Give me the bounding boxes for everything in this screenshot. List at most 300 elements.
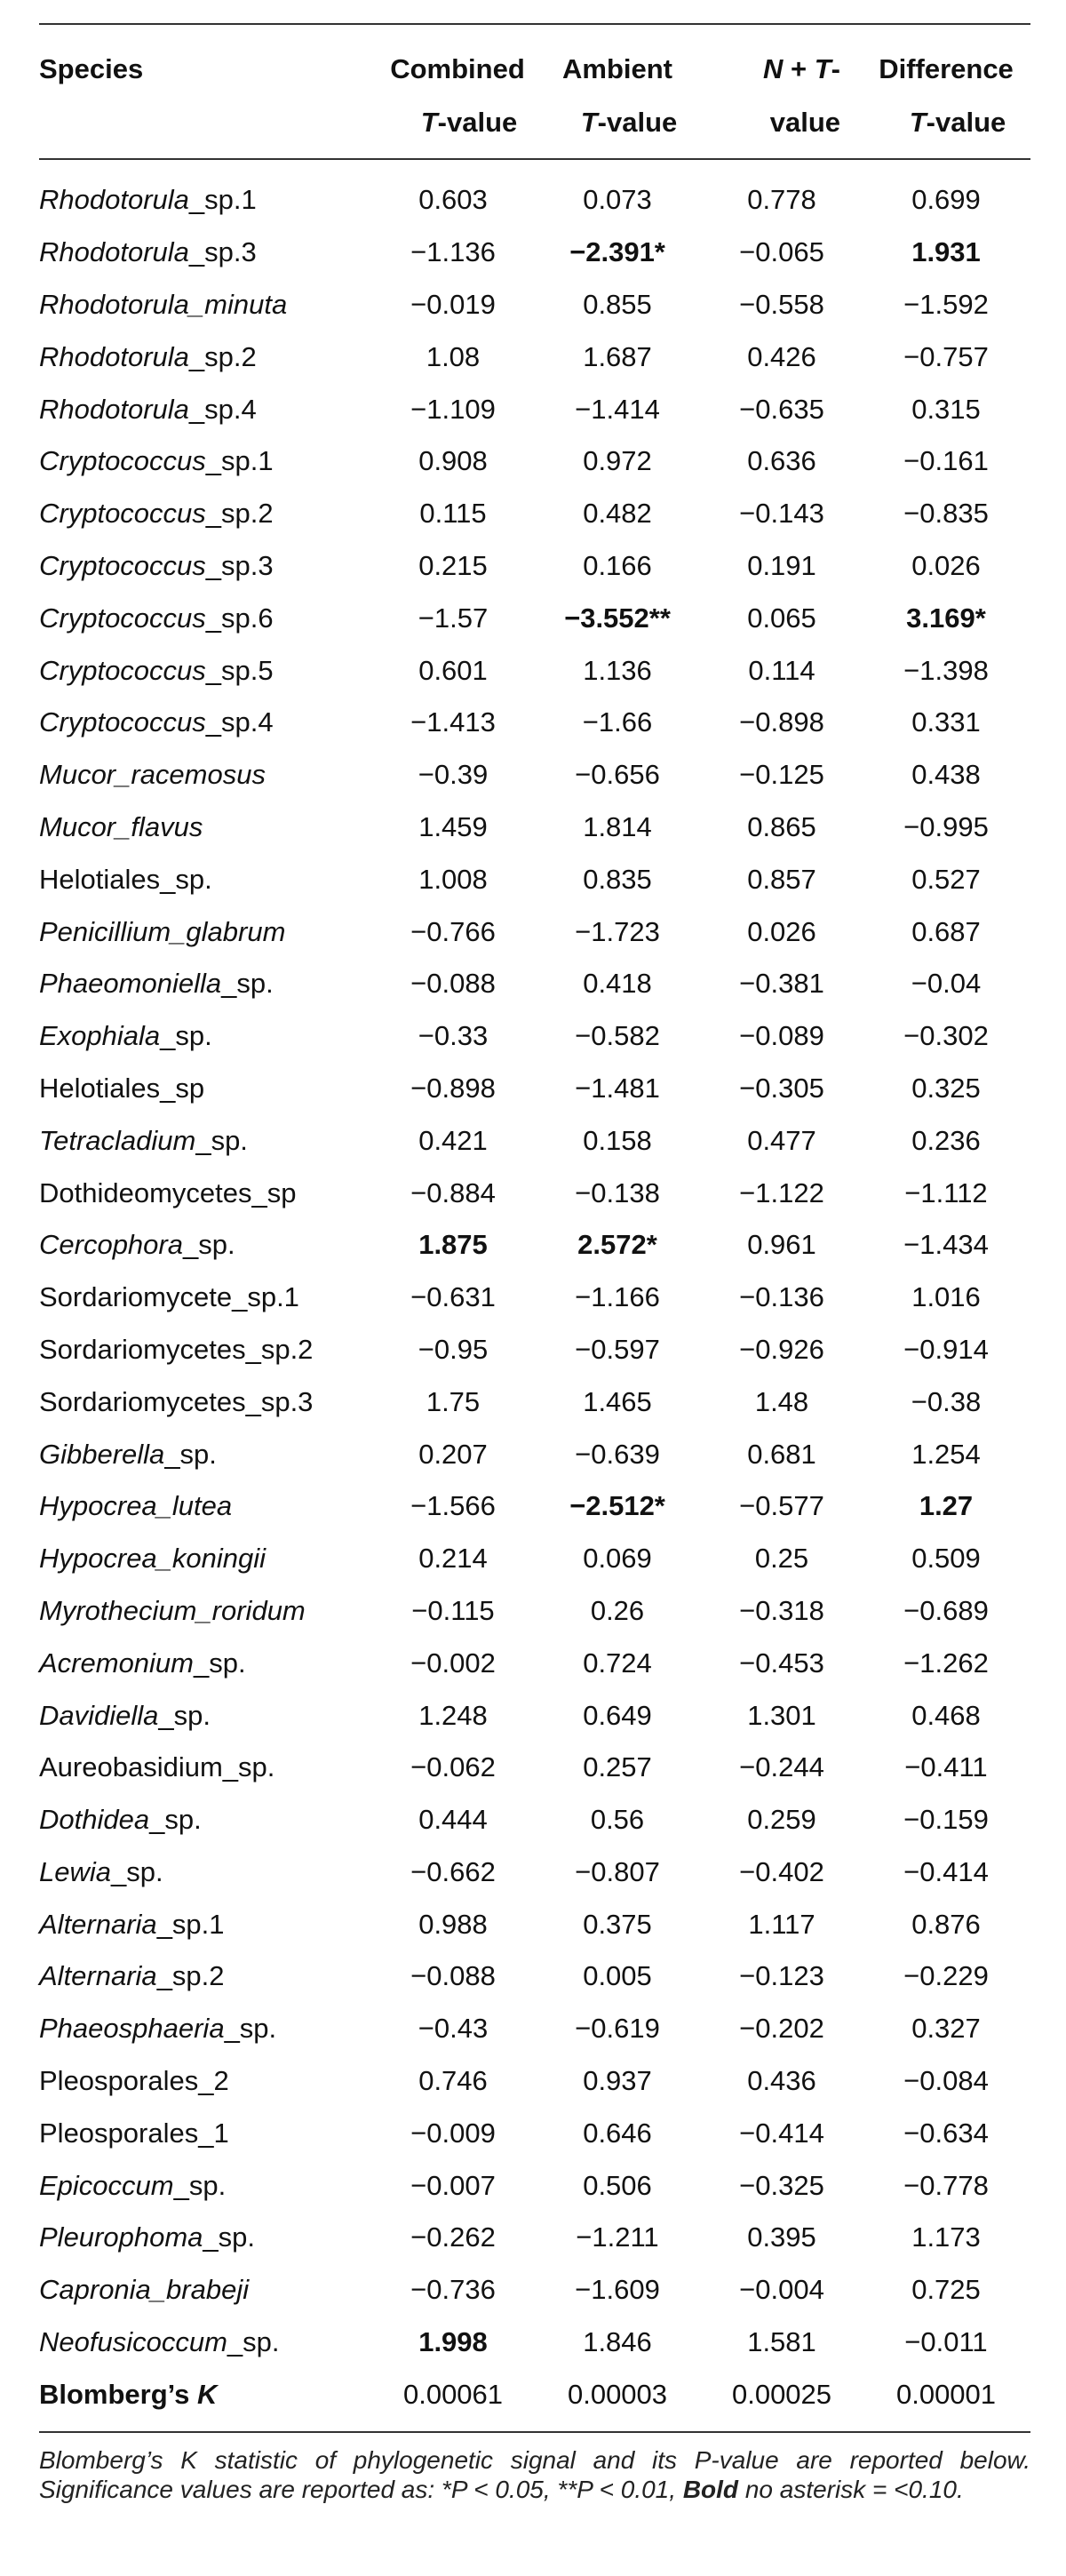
table-row bbox=[39, 279, 1030, 331]
footnote-line-2a: Significance values are reported as: *P < 0.05, **P < 0.01, bbox=[39, 2476, 683, 2504]
species-suffix: _sp.2 bbox=[156, 1960, 225, 1992]
difference-value: −1.112 bbox=[904, 1176, 988, 1208]
species-genus: Exophiala bbox=[39, 1020, 161, 1052]
species-cell bbox=[39, 1846, 373, 1899]
ambient-value: 1.814 bbox=[583, 810, 652, 842]
species-suffix: _sp. bbox=[221, 968, 274, 1000]
difference-value: 0.315 bbox=[911, 393, 981, 425]
species-suffix: _sp.4 bbox=[205, 706, 274, 738]
combined-value: 0.421 bbox=[418, 1124, 488, 1156]
combined-value: −0.088 bbox=[410, 1960, 496, 1992]
difference-value: 1.27 bbox=[919, 1490, 974, 1522]
combined-value: 0.444 bbox=[418, 1804, 488, 1836]
difference-value: −0.411 bbox=[904, 1751, 988, 1783]
species-cell bbox=[39, 279, 373, 331]
combined-value: 1.998 bbox=[418, 2326, 488, 2358]
species-genus: Rhodotorula_minuta bbox=[39, 288, 288, 320]
species-cell bbox=[39, 592, 373, 644]
nt-value: −0.065 bbox=[739, 236, 824, 268]
combined-value: 0.746 bbox=[418, 2065, 488, 2097]
combined-value: −1.566 bbox=[410, 1490, 496, 1522]
difference-value: 0.509 bbox=[911, 1543, 981, 1575]
nt-value: 1.117 bbox=[748, 1908, 815, 1940]
table-row bbox=[39, 1898, 1030, 1950]
combined-value: 0.214 bbox=[418, 1543, 488, 1575]
species-cell bbox=[39, 1324, 373, 1376]
ambient-value: 0.158 bbox=[583, 1124, 652, 1156]
species-cell bbox=[39, 1950, 373, 2003]
nt-value: 0.395 bbox=[747, 2221, 816, 2253]
species-cell bbox=[39, 2003, 373, 2055]
species-cell bbox=[39, 1010, 373, 1063]
species-genus: Cercophora bbox=[39, 1229, 183, 1261]
table-row bbox=[39, 592, 1030, 644]
nt-value: 1.581 bbox=[747, 2326, 816, 2358]
combined-value: 0.601 bbox=[418, 654, 488, 686]
species-cell bbox=[39, 1219, 373, 1272]
combined-value: −0.002 bbox=[410, 1647, 496, 1679]
difference-value: 1.173 bbox=[911, 2221, 981, 2253]
ambient-value: 0.649 bbox=[583, 1699, 652, 1731]
nt-value: −0.136 bbox=[739, 1281, 824, 1313]
combined-value: 0.207 bbox=[418, 1438, 488, 1470]
table-row bbox=[39, 2107, 1030, 2159]
species-cell bbox=[39, 1533, 373, 1585]
table-row bbox=[39, 540, 1030, 593]
table-row bbox=[39, 2264, 1030, 2317]
nt-value: −0.305 bbox=[739, 1072, 824, 1104]
difference-value: −0.161 bbox=[903, 445, 989, 477]
blomberg-label-text: Blomberg’s bbox=[39, 2378, 197, 2410]
species-cell bbox=[39, 1480, 373, 1533]
difference-value: 0.699 bbox=[911, 184, 981, 216]
difference-value: −0.011 bbox=[904, 2326, 988, 2358]
species-suffix: _sp.1 bbox=[205, 445, 274, 477]
species-genus: Mucor_flavus bbox=[39, 810, 203, 842]
ambient-value: −0.807 bbox=[575, 1855, 660, 1887]
table-row bbox=[39, 227, 1030, 279]
species-genus: Mucor_racemosus bbox=[39, 759, 266, 791]
ambient-value: 0.375 bbox=[583, 1908, 652, 1940]
nt-value: 0.259 bbox=[747, 1804, 816, 1836]
footnote-bold-word: Bold bbox=[682, 2476, 739, 2504]
header-species: Species bbox=[39, 53, 144, 84]
combined-value: 1.248 bbox=[418, 1699, 488, 1731]
species-suffix: _sp. bbox=[194, 1647, 246, 1679]
difference-value: 1.254 bbox=[911, 1438, 981, 1470]
difference-value: −0.38 bbox=[911, 1385, 982, 1417]
ambient-value: 1.465 bbox=[583, 1385, 652, 1417]
nt-value: −0.453 bbox=[739, 1647, 824, 1679]
table-row bbox=[39, 2003, 1030, 2055]
species-cell bbox=[39, 1428, 373, 1480]
species-suffix: _sp.2 bbox=[205, 498, 274, 530]
species-cell bbox=[39, 958, 373, 1010]
t-value-table bbox=[39, 25, 1030, 158]
nt-value: 0.436 bbox=[747, 2065, 816, 2097]
combined-value: 0.988 bbox=[418, 1908, 488, 1940]
table-row bbox=[39, 1324, 1030, 1376]
species-cell bbox=[39, 1742, 373, 1794]
ambient-value: 1.687 bbox=[583, 340, 652, 372]
ambient-value: 0.972 bbox=[583, 445, 652, 477]
table-row bbox=[39, 488, 1030, 540]
species-genus: Dothideomycetes_sp bbox=[39, 1176, 297, 1208]
nt-value: 1.48 bbox=[754, 1385, 809, 1417]
header-difference: Difference T-value bbox=[879, 53, 1014, 138]
species-cell bbox=[39, 1167, 373, 1219]
table-row bbox=[39, 1585, 1030, 1638]
ambient-value: 0.835 bbox=[583, 863, 652, 895]
combined-value: −0.766 bbox=[410, 915, 496, 947]
ambient-value: 0.069 bbox=[583, 1543, 652, 1575]
species-cell bbox=[39, 2212, 373, 2264]
table-row bbox=[39, 1063, 1030, 1115]
nt-value: 0.477 bbox=[747, 1124, 816, 1156]
table-row bbox=[39, 802, 1030, 854]
species-genus: Rhodotorula bbox=[39, 184, 189, 216]
nt-value: −0.926 bbox=[739, 1333, 824, 1365]
nt-value: 0.865 bbox=[747, 810, 816, 842]
ambient-value: −1.66 bbox=[582, 706, 653, 738]
combined-value: −0.39 bbox=[418, 759, 489, 791]
species-genus: Lewia bbox=[39, 1855, 111, 1887]
combined-value: 1.459 bbox=[418, 810, 488, 842]
table-row bbox=[39, 1742, 1030, 1794]
species-suffix: _sp. bbox=[111, 1855, 163, 1887]
ambient-value: −3.552** bbox=[564, 602, 671, 634]
ambient-value: 0.724 bbox=[583, 1647, 652, 1679]
ambient-value: −1.481 bbox=[575, 1072, 660, 1104]
blomberg-difference-value: 0.00001 bbox=[895, 2378, 997, 2410]
table-row bbox=[39, 1428, 1030, 1480]
combined-value: 0.115 bbox=[419, 498, 487, 530]
species-cell bbox=[39, 1272, 373, 1324]
species-suffix: _sp. bbox=[227, 2326, 280, 2358]
nt-value: −0.202 bbox=[739, 2013, 824, 2045]
table-row bbox=[39, 697, 1030, 749]
nt-value: −0.004 bbox=[739, 2274, 824, 2306]
species-genus: Pleosporales_1 bbox=[39, 2117, 229, 2149]
ambient-value: −0.619 bbox=[575, 2013, 660, 2045]
species-cell bbox=[39, 488, 373, 540]
table-row bbox=[39, 644, 1030, 697]
difference-value: 0.725 bbox=[911, 2274, 981, 2306]
difference-value: −1.592 bbox=[903, 288, 989, 320]
nt-value: −0.898 bbox=[739, 706, 824, 738]
nt-value: −0.089 bbox=[739, 1020, 824, 1052]
table-row bbox=[39, 2055, 1030, 2108]
species-suffix: _sp.5 bbox=[205, 654, 274, 686]
table-container bbox=[39, 23, 1030, 2504]
combined-value: −0.009 bbox=[410, 2117, 496, 2149]
species-genus: Helotiales_sp bbox=[39, 1072, 205, 1104]
nt-value: −0.635 bbox=[739, 393, 824, 425]
species-cell bbox=[39, 540, 373, 593]
blomberg-combined-value: 0.00061 bbox=[402, 2378, 504, 2410]
species-cell bbox=[39, 697, 373, 749]
ambient-value: 0.56 bbox=[590, 1804, 645, 1836]
species-suffix: _sp. bbox=[173, 2169, 227, 2201]
table-row bbox=[39, 958, 1030, 1010]
combined-value: 0.908 bbox=[418, 445, 488, 477]
nt-value: −1.122 bbox=[739, 1176, 824, 1208]
difference-value: 0.236 bbox=[911, 1124, 981, 1156]
table-row bbox=[39, 853, 1030, 905]
ambient-value: 0.005 bbox=[583, 1960, 652, 1992]
combined-value: −0.662 bbox=[410, 1855, 496, 1887]
table-row bbox=[39, 1637, 1030, 1689]
table-row bbox=[39, 1794, 1030, 1846]
species-genus: Hypocrea_koningii bbox=[39, 1543, 266, 1575]
species-suffix: _sp. bbox=[164, 1438, 217, 1470]
species-suffix: _sp. bbox=[158, 1699, 211, 1731]
nt-value: −0.577 bbox=[739, 1490, 824, 1522]
t-value-table-body bbox=[39, 174, 1030, 2420]
ambient-value: −2.512* bbox=[569, 1490, 665, 1522]
species-cell bbox=[39, 853, 373, 905]
nt-value: 0.191 bbox=[747, 549, 816, 581]
header-combined: Combined T-value bbox=[390, 53, 525, 138]
species-cell bbox=[39, 1898, 373, 1950]
species-genus: Phaeosphaeria bbox=[39, 2013, 225, 2045]
blomberg-k-label bbox=[39, 2368, 373, 2420]
species-suffix: _sp.3 bbox=[205, 549, 274, 581]
nt-value: 0.857 bbox=[747, 863, 816, 895]
blomberg-k-row bbox=[39, 2368, 1030, 2420]
species-suffix: _sp.6 bbox=[205, 602, 274, 634]
nt-value: −0.143 bbox=[739, 498, 824, 530]
combined-value: −1.109 bbox=[410, 393, 496, 425]
species-genus: Helotiales_sp. bbox=[39, 863, 212, 895]
nt-value: 1.301 bbox=[747, 1699, 816, 1731]
species-suffix: _sp. bbox=[224, 2013, 277, 2045]
combined-value: −0.43 bbox=[418, 2013, 489, 2045]
ambient-value: −1.166 bbox=[575, 1281, 660, 1313]
footnote-line-1: Blomberg’s K statistic of phylogenetic signal and its P-value are reported below. bbox=[39, 2446, 1030, 2475]
combined-value: 1.875 bbox=[418, 1229, 488, 1261]
ambient-value: 1.136 bbox=[583, 654, 652, 686]
nt-value: −0.318 bbox=[739, 1594, 824, 1626]
nt-value: 0.681 bbox=[747, 1438, 816, 1470]
species-genus: Myrothecium_roridum bbox=[39, 1594, 306, 1626]
species-suffix: _sp.1 bbox=[156, 1908, 225, 1940]
table-row bbox=[39, 905, 1030, 958]
species-genus: Pleosporales_2 bbox=[39, 2065, 229, 2097]
species-genus: Cryptococcus bbox=[39, 602, 206, 634]
species-cell bbox=[39, 1637, 373, 1689]
difference-value: −0.995 bbox=[903, 810, 989, 842]
nt-value: 0.065 bbox=[747, 602, 816, 634]
table-footnote bbox=[39, 2445, 1030, 2504]
table-row bbox=[39, 1480, 1030, 1533]
species-suffix: _sp. bbox=[160, 1020, 212, 1052]
table-row bbox=[39, 1689, 1030, 1742]
species-genus: Alternaria bbox=[39, 1960, 157, 1992]
species-cell bbox=[39, 2264, 373, 2317]
species-genus: Epicoccum bbox=[39, 2169, 174, 2201]
species-suffix: _sp.2 bbox=[188, 340, 257, 372]
combined-value: −1.57 bbox=[418, 602, 489, 634]
species-suffix: _sp. bbox=[149, 1804, 202, 1836]
table-row bbox=[39, 2317, 1030, 2369]
difference-value: −0.689 bbox=[903, 1594, 989, 1626]
species-genus: Aureobasidium_sp. bbox=[39, 1751, 275, 1783]
combined-value: −0.33 bbox=[418, 1020, 489, 1052]
species-genus: Sordariomycete_sp.1 bbox=[39, 1281, 299, 1313]
species-suffix: _sp.1 bbox=[188, 184, 257, 216]
blomberg-ambient-value: 0.00003 bbox=[567, 2378, 668, 2410]
species-genus: Alternaria bbox=[39, 1908, 157, 1940]
combined-value: −0.062 bbox=[410, 1751, 496, 1783]
combined-value: −1.136 bbox=[410, 236, 496, 268]
species-cell bbox=[39, 644, 373, 697]
species-cell bbox=[39, 383, 373, 435]
species-genus: Gibberella bbox=[39, 1438, 165, 1470]
combined-value: −0.007 bbox=[410, 2169, 496, 2201]
difference-value: 1.931 bbox=[911, 236, 981, 268]
difference-value: 0.325 bbox=[911, 1072, 981, 1104]
combined-value: −1.413 bbox=[410, 706, 496, 738]
difference-value: 0.327 bbox=[911, 2013, 981, 2045]
species-cell bbox=[39, 802, 373, 854]
ambient-value: −1.609 bbox=[575, 2274, 660, 2306]
table-row bbox=[39, 174, 1030, 227]
combined-value: 1.08 bbox=[426, 340, 481, 372]
table-row bbox=[39, 1010, 1030, 1063]
species-genus: Rhodotorula bbox=[39, 393, 189, 425]
combined-value: −0.884 bbox=[410, 1176, 496, 1208]
difference-value: −1.262 bbox=[903, 1647, 989, 1679]
species-cell bbox=[39, 1114, 373, 1167]
ambient-value: 0.482 bbox=[583, 498, 652, 530]
species-cell bbox=[39, 227, 373, 279]
difference-value: −0.229 bbox=[903, 1960, 989, 1992]
nt-value: 0.026 bbox=[747, 915, 816, 947]
difference-value: −0.084 bbox=[903, 2065, 989, 2097]
blomberg-nt-value: 0.00025 bbox=[731, 2378, 832, 2410]
ambient-value: 0.937 bbox=[583, 2065, 652, 2097]
nt-value: 0.961 bbox=[747, 1229, 816, 1261]
table-row bbox=[39, 1219, 1030, 1272]
species-cell bbox=[39, 1376, 373, 1428]
nt-value: −0.123 bbox=[739, 1960, 824, 1992]
species-suffix: _sp. bbox=[182, 1229, 235, 1261]
species-cell bbox=[39, 2055, 373, 2108]
species-genus: Acremonium bbox=[39, 1647, 194, 1679]
table-row bbox=[39, 749, 1030, 802]
ambient-value: −1.211 bbox=[576, 2221, 659, 2253]
species-genus: Cryptococcus bbox=[39, 549, 206, 581]
ambient-value: 0.855 bbox=[583, 288, 652, 320]
difference-value: −1.434 bbox=[903, 1229, 989, 1261]
nt-value: −0.125 bbox=[739, 759, 824, 791]
difference-value: −0.302 bbox=[903, 1020, 989, 1052]
species-genus: Cryptococcus bbox=[39, 706, 206, 738]
ambient-value: −1.414 bbox=[575, 393, 660, 425]
table-body bbox=[39, 174, 1030, 2420]
species-cell bbox=[39, 1689, 373, 1742]
table-row bbox=[39, 1950, 1030, 2003]
combined-value: 0.603 bbox=[418, 184, 488, 216]
combined-value: −0.736 bbox=[410, 2274, 496, 2306]
species-cell bbox=[39, 2317, 373, 2369]
table-row bbox=[39, 435, 1030, 488]
header-row bbox=[39, 25, 1030, 158]
footnote-line-2c: no asterisk = <0.10. bbox=[738, 2476, 964, 2504]
nt-value: 0.25 bbox=[754, 1543, 809, 1575]
species-genus: Cryptococcus bbox=[39, 498, 206, 530]
species-genus: Dothidea bbox=[39, 1804, 150, 1836]
table-row bbox=[39, 1114, 1030, 1167]
species-cell bbox=[39, 1794, 373, 1846]
species-genus: Hypocrea_lutea bbox=[39, 1490, 233, 1522]
difference-value: 0.527 bbox=[911, 863, 981, 895]
difference-value: −0.414 bbox=[903, 1855, 989, 1887]
species-genus: Penicillium_glabrum bbox=[39, 915, 286, 947]
difference-value: −0.159 bbox=[903, 1804, 989, 1836]
species-genus: Cryptococcus bbox=[39, 445, 206, 477]
ambient-value: 0.26 bbox=[590, 1594, 645, 1626]
species-genus: Sordariomycetes_sp.2 bbox=[39, 1333, 314, 1365]
difference-value: −0.634 bbox=[903, 2117, 989, 2149]
species-cell bbox=[39, 749, 373, 802]
species-cell bbox=[39, 331, 373, 383]
ambient-value: −0.138 bbox=[575, 1176, 660, 1208]
nt-value: −0.402 bbox=[739, 1855, 824, 1887]
species-cell bbox=[39, 2107, 373, 2159]
difference-value: 0.438 bbox=[911, 759, 981, 791]
ambient-value: 0.166 bbox=[583, 549, 652, 581]
ambient-value: 0.418 bbox=[583, 968, 652, 1000]
species-genus: Neofusicoccum bbox=[39, 2326, 227, 2358]
ambient-value: 0.073 bbox=[583, 184, 652, 216]
ambient-value: −0.639 bbox=[575, 1438, 660, 1470]
combined-value: 0.215 bbox=[418, 549, 488, 581]
difference-value: 0.026 bbox=[911, 549, 981, 581]
blomberg-label-k: K bbox=[197, 2378, 218, 2410]
table-row bbox=[39, 1376, 1030, 1428]
nt-value: −0.558 bbox=[739, 288, 824, 320]
nt-value: −0.381 bbox=[739, 968, 824, 1000]
nt-value: 0.636 bbox=[747, 445, 816, 477]
species-cell bbox=[39, 174, 373, 227]
difference-value: 3.169* bbox=[906, 602, 986, 634]
species-suffix: _sp. bbox=[195, 1124, 248, 1156]
table-row bbox=[39, 1272, 1030, 1324]
ambient-value: −1.723 bbox=[575, 915, 660, 947]
nt-value: −0.244 bbox=[739, 1751, 824, 1783]
difference-value: 0.687 bbox=[911, 915, 981, 947]
species-genus: Pleurophoma bbox=[39, 2221, 203, 2253]
ambient-value: −0.582 bbox=[575, 1020, 660, 1052]
species-suffix: _sp. bbox=[203, 2221, 256, 2253]
difference-value: −1.398 bbox=[903, 654, 989, 686]
species-genus: Phaeomoniella bbox=[39, 968, 222, 1000]
combined-value: −0.115 bbox=[411, 1594, 495, 1626]
species-genus: Cryptococcus bbox=[39, 654, 206, 686]
difference-value: 0.468 bbox=[911, 1699, 981, 1731]
species-genus: Capronia_brabeji bbox=[39, 2274, 250, 2306]
species-genus: Tetracladium bbox=[39, 1124, 196, 1156]
difference-value: −0.757 bbox=[903, 340, 989, 372]
ambient-value: 1.846 bbox=[583, 2326, 652, 2358]
table-row bbox=[39, 1167, 1030, 1219]
ambient-value: 0.646 bbox=[583, 2117, 652, 2149]
combined-value: −0.95 bbox=[418, 1333, 489, 1365]
header-ambient: Ambient T-value bbox=[562, 53, 678, 138]
ambient-value: 0.257 bbox=[583, 1751, 652, 1783]
